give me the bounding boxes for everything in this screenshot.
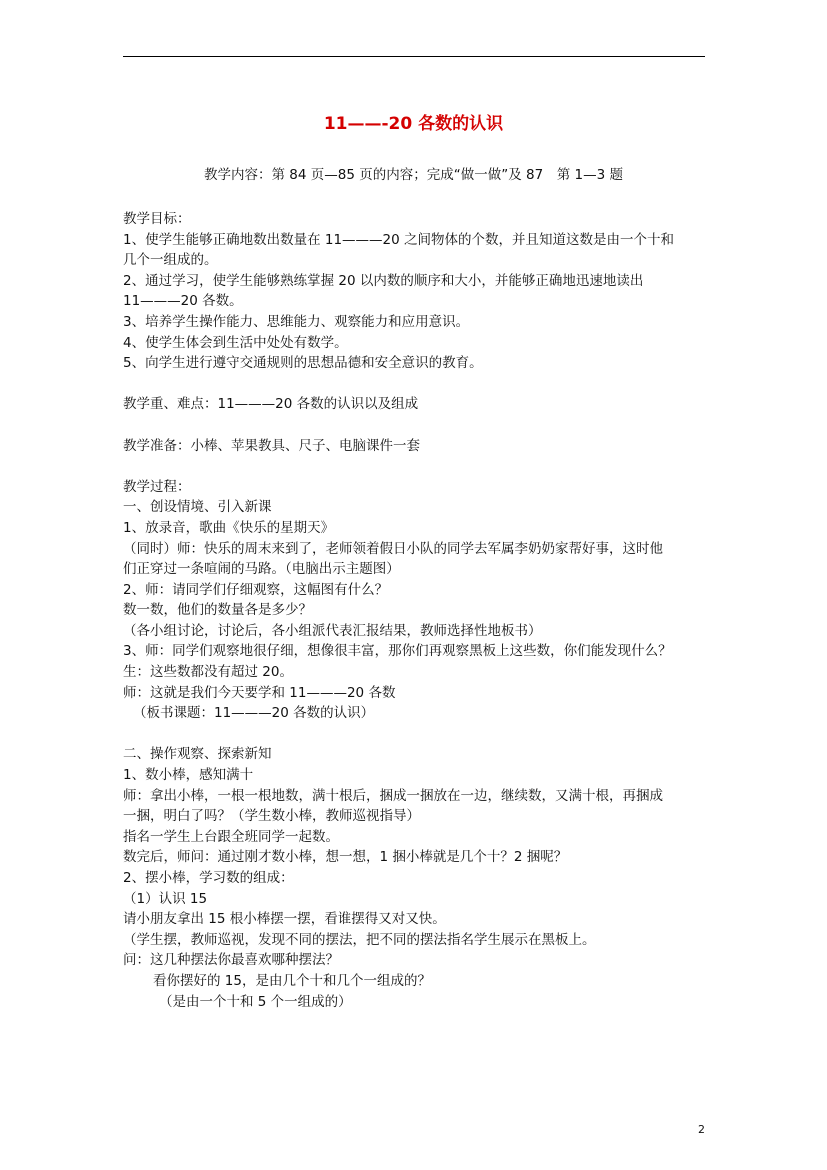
blank-line	[123, 724, 705, 745]
body-line: 2、师：请同学们仔细观察，这幅图有什么？	[123, 581, 389, 598]
body-line: （同时）师：快乐的周末来到了，老师领着假日小队的同学去军属李奶奶家帮好事，这时他	[123, 540, 663, 557]
body-line: 指名一学生上台跟全班同学一起数。	[123, 828, 339, 845]
body-line: （学生摆，教师巡视，发现不同的摆法，把不同的摆法指名学生展示在黑板上。	[123, 931, 596, 948]
body-line: 二、操作观察、探索新知	[123, 746, 272, 763]
body-line: （板书课题：11———20 各数的认识）	[133, 705, 375, 722]
body-line: 一、创设情境、引入新课	[123, 499, 272, 516]
body-line: 几个一组成的。	[123, 252, 218, 269]
body-line: 1、数小棒，感知满十	[123, 767, 254, 784]
body-line: 请小朋友拿出 15 根小棒摆一摆，看谁摆得又对又快。	[123, 911, 446, 928]
teaching-content-line: 教学内容：第 84 页—85 页的内容；完成“做一做”及 87 第 1—3 题	[204, 167, 623, 183]
body-line: 3、培养学生操作能力、思维能力、观察能力和应用意识。	[123, 313, 470, 330]
body-line: （1）认识 15	[123, 890, 208, 907]
body-line: 数一数，他们的数量各是多少？	[123, 602, 312, 619]
body-line: 教学过程：	[123, 478, 191, 495]
document-body	[123, 209, 705, 1012]
document-title: 11——-20 各数的认识	[323, 114, 504, 134]
body-line: 问：这几种摆法你最喜欢哪种摆法？	[123, 952, 339, 969]
body-line: （是由一个十和 5 个一组成的）	[159, 993, 352, 1010]
body-line: 1、放录音，歌曲《快乐的星期天》	[123, 519, 335, 536]
body-line: 们正穿过一条喧闹的马路。（电脑出示主题图）	[123, 561, 400, 578]
body-line: 11———20 各数。	[123, 293, 243, 310]
body-line: 生：这些数都没有超过 20。	[123, 664, 293, 681]
blank-line	[123, 456, 705, 477]
body-line: 1、使学生能够正确地数出数量在 11———20 之间物体的个数，并且知道这数是由一个十和	[123, 231, 675, 248]
body-line: （各小组讨论，讨论后，各小组派代表汇报结果，教师选择性地板书）	[123, 622, 542, 639]
page-number: 2	[698, 1123, 705, 1136]
body-line: 数完后，师问：通过刚才数小棒，想一想，1 捆小棒就是几个十？2 捆呢？	[123, 849, 568, 866]
body-line: 师：拿出小棒，一根一根地数，满十根后，捆成一捆放在一边，继续数，又满十根，再捆成	[123, 787, 663, 804]
header-rule	[123, 56, 705, 57]
body-line: 教学重、难点：11———20 各数的认识以及组成	[123, 396, 419, 413]
body-line: 2、通过学习，使学生能够熟练掌握 20 以内数的顺序和大小，并能够正确地迅速地读出	[123, 272, 644, 289]
body-line: 2、摆小棒，学习数的组成：	[123, 870, 294, 886]
body-line: 师：这就是我们今天要学和 11———20 各数	[123, 684, 396, 701]
body-line: 教学目标：	[123, 211, 191, 227]
blank-line	[123, 374, 705, 395]
body-line: 教学准备：小棒、苹果教具、尺子、电脑课件一套	[123, 437, 420, 454]
body-line: 5、向学生进行遵守交通规则的思想品德和安全意识的教育。	[123, 355, 483, 372]
body-line: 一捆，明白了吗？（学生数小棒，教师巡视指导）	[123, 808, 420, 825]
body-line: 看你摆好的 15，是由几个十和几个一组成的？	[153, 972, 431, 989]
blank-line	[123, 415, 705, 436]
body-line: 3、师：同学们观察地很仔细，想像很丰富，那你们再观察黑板上这些数，你们能发现什么？	[123, 643, 672, 660]
body-line: 4、使学生体会到生活中处处有数学。	[123, 334, 348, 351]
